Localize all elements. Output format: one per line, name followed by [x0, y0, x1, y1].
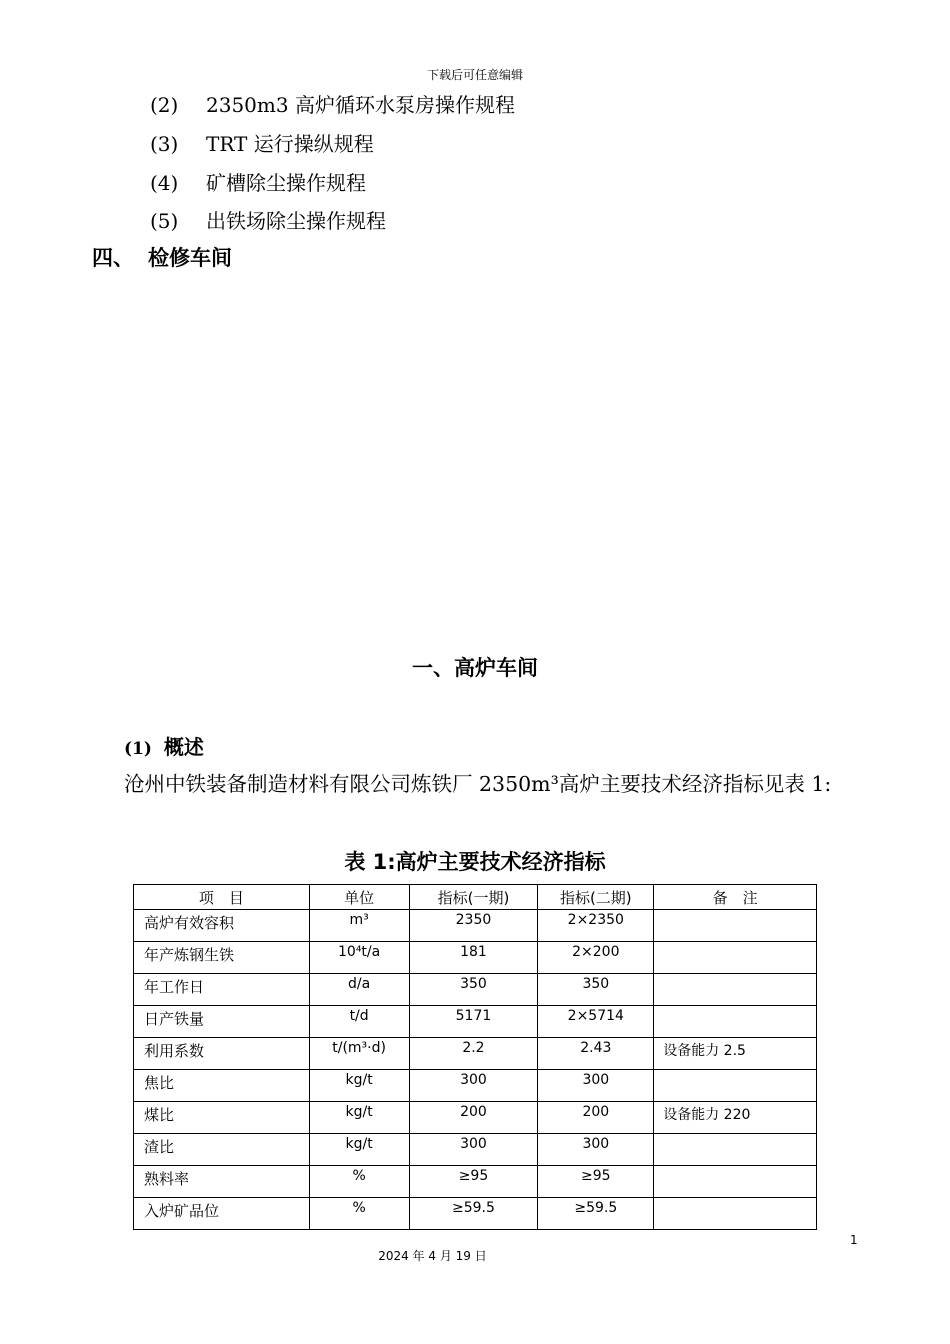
cell-unit: 10⁴t/a [309, 942, 409, 974]
cell-item: 利用系数 [134, 1038, 310, 1070]
list-item-number: (5) [150, 209, 179, 233]
cell-phase2: 300 [538, 1070, 654, 1102]
cell-item: 年产炼钢生铁 [134, 942, 310, 974]
cell-phase1: 2350 [409, 910, 538, 942]
technical-indicators-table [133, 884, 817, 1230]
table-header-cell: 指标(一期) [409, 885, 538, 910]
cell-unit: % [309, 1166, 409, 1198]
cell-phase2: 350 [538, 974, 654, 1006]
list-item [150, 205, 386, 234]
table-row [134, 1102, 817, 1134]
cell-phase2: ≥95 [538, 1166, 654, 1198]
header-note: 下载后可任意编辑 [426, 68, 523, 82]
cell-item: 入炉矿品位 [134, 1198, 310, 1230]
footer-date: 2024 年 4 月 19 日 [378, 1249, 487, 1263]
cell-phase2: 200 [538, 1102, 654, 1134]
cell-phase1: ≥59.5 [409, 1198, 538, 1230]
table-row [134, 1038, 817, 1070]
cell-remark [654, 974, 817, 1006]
cell-phase1: 200 [409, 1102, 538, 1134]
cell-item: 煤比 [134, 1102, 310, 1134]
cell-remark [654, 1166, 817, 1198]
subsection-number: (1) [124, 739, 152, 759]
list-item-text: 矿槽除尘操作规程 [206, 171, 366, 195]
list-item-number: (4) [150, 171, 179, 195]
cell-phase1: 2.2 [409, 1038, 538, 1070]
table-row [134, 1166, 817, 1198]
section-title: 检修车间 [148, 246, 232, 270]
list-item [150, 128, 374, 157]
list-item [150, 89, 515, 118]
cell-phase1: 5171 [409, 1006, 538, 1038]
table-row [134, 942, 817, 974]
table-header-cell: 指标(二期) [538, 885, 654, 910]
cell-phase2: 2×200 [538, 942, 654, 974]
chapter-title-text: 一、高炉车间 [412, 656, 538, 680]
table-header-row [134, 885, 817, 910]
cell-remark [654, 1006, 817, 1038]
section-number: 四、 [92, 246, 134, 270]
list-item-number: (3) [150, 132, 179, 156]
list-item-number: (2) [150, 93, 179, 117]
cell-remark: 设备能力 220 [654, 1102, 817, 1134]
list-item [150, 167, 366, 196]
cell-phase1: 300 [409, 1134, 538, 1166]
cell-unit: t/d [309, 1006, 409, 1038]
chapter-title [0, 652, 950, 682]
cell-remark [654, 1070, 817, 1102]
cell-remark [654, 910, 817, 942]
cell-remark [654, 1198, 817, 1230]
table-header-cell: 项 目 [134, 885, 310, 910]
section-heading [92, 242, 232, 272]
cell-remark [654, 1134, 817, 1166]
table-row [134, 1198, 817, 1230]
cell-unit: % [309, 1198, 409, 1230]
cell-unit: d/a [309, 974, 409, 1006]
cell-phase2: 300 [538, 1134, 654, 1166]
subsection-title: 概述 [163, 735, 204, 759]
list-item-text: TRT 运行操纵规程 [206, 132, 374, 156]
page-number: 1 [850, 1233, 858, 1247]
cell-remark [654, 942, 817, 974]
table-row [134, 1134, 817, 1166]
cell-unit: kg/t [309, 1134, 409, 1166]
cell-phase1: 350 [409, 974, 538, 1006]
cell-unit: kg/t [309, 1102, 409, 1134]
table-caption: 表 1:高炉主要技术经济指标 [344, 850, 606, 874]
table-header-cell: 单位 [309, 885, 409, 910]
cell-unit: m³ [309, 910, 409, 942]
cell-remark: 设备能力 2.5 [654, 1038, 817, 1070]
table-header-cell: 备 注 [654, 885, 817, 910]
cell-phase2: 2×5714 [538, 1006, 654, 1038]
table-row [134, 1070, 817, 1102]
cell-phase2: ≥59.5 [538, 1198, 654, 1230]
cell-phase2: 2.43 [538, 1038, 654, 1070]
cell-unit: t/(m³·d) [309, 1038, 409, 1070]
cell-item: 年工作日 [134, 974, 310, 1006]
table-row [134, 974, 817, 1006]
body-paragraph: 沧州中铁装备制造材料有限公司炼铁厂 2350m³高炉主要技术经济指标见表 1: [124, 772, 832, 796]
cell-item: 渣比 [134, 1134, 310, 1166]
cell-phase1: ≥95 [409, 1166, 538, 1198]
cell-unit: kg/t [309, 1070, 409, 1102]
table-row [134, 910, 817, 942]
cell-item: 熟料率 [134, 1166, 310, 1198]
cell-item: 日产铁量 [134, 1006, 310, 1038]
cell-phase1: 181 [409, 942, 538, 974]
list-item-text: 2350m3 高炉循环水泵房操作规程 [206, 93, 515, 117]
subsection-heading [124, 731, 204, 760]
cell-item: 高炉有效容积 [134, 910, 310, 942]
cell-phase2: 2×2350 [538, 910, 654, 942]
cell-phase1: 300 [409, 1070, 538, 1102]
cell-item: 焦比 [134, 1070, 310, 1102]
list-item-text: 出铁场除尘操作规程 [206, 209, 386, 233]
table-row [134, 1006, 817, 1038]
